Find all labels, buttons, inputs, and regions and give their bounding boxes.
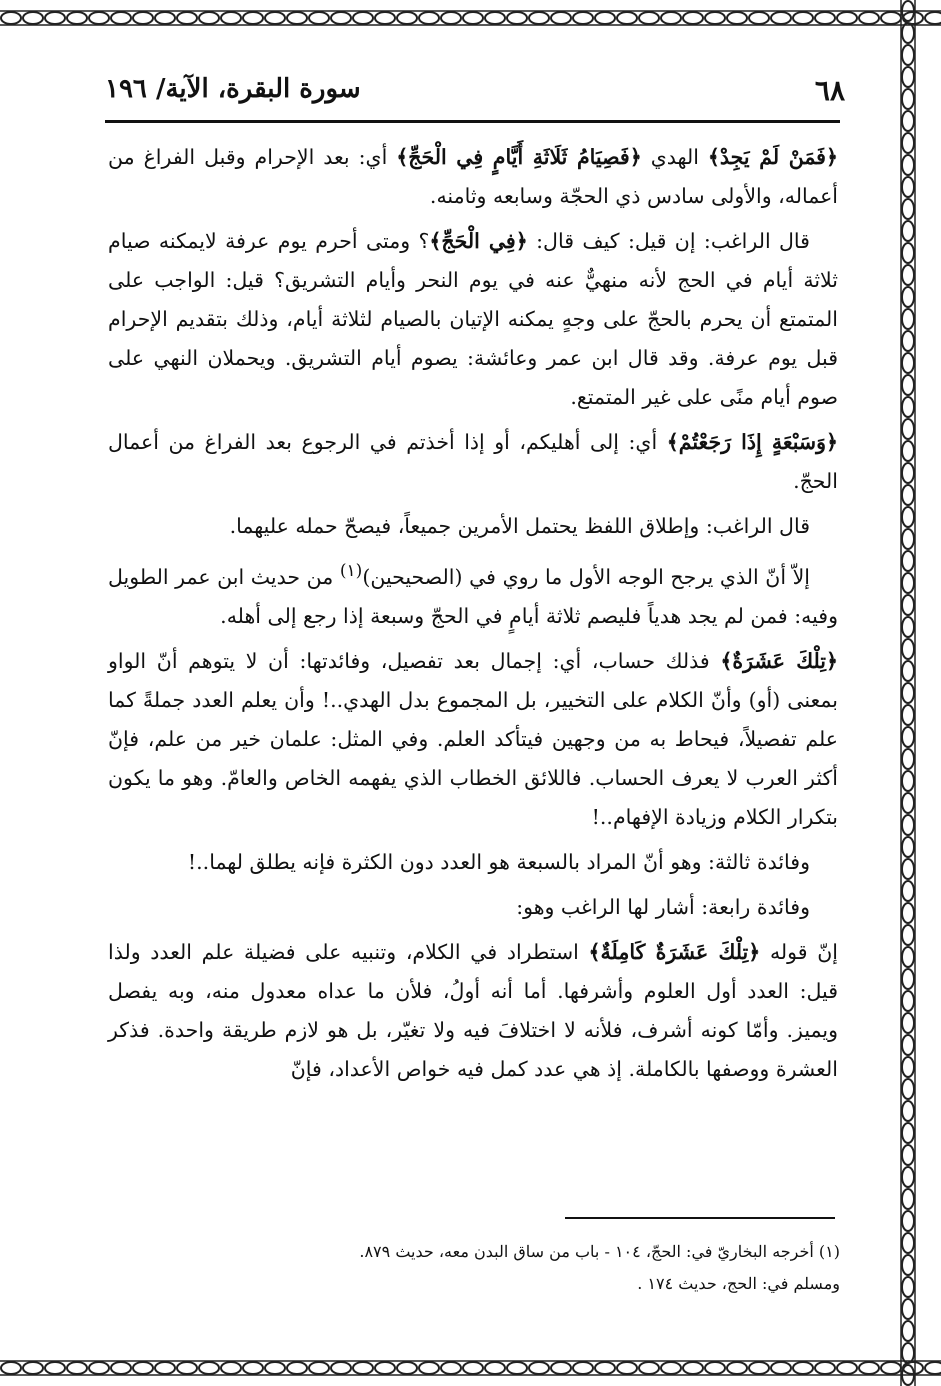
quran-quote: ﴿تِلْكَ عَشَرَةٌ كَامِلَةٌ﴾	[588, 939, 761, 964]
running-title: سورة البقرة، الآية/ ١٩٦	[105, 74, 361, 104]
paragraph-text: فذلك حساب، أي: إجمال بعد تفصيل، وفائدتها: أن لا يتوهم أنّ الواو بمعنى (أو) وأنّ الكلام على التخيير، بل المجموع بدل الهدي..! وأن يعلم العدد جملةً كما علم تفصيلاً، فيحاط به من وجهين فيتأكد العلم. وفي المثل: علمان خير من علم، فإنّ أكثر العرب لا يعرف الحساب. فاللائق الخطاب الذي يفهمه الخاص والعامّ. وهو ما يكون بتكرار الكلام وزيادة الإفهام..!	[108, 648, 838, 829]
paragraph-text: أي: بعد الإحرام وقبل الفراغ من أعماله، والأولى سادس ذي الحجّة وسابعه وثامنه.	[108, 145, 838, 208]
quran-quote: ﴿وَسَبْعَةٍ إِذَا رَجَعْتُمْ﴾	[666, 430, 838, 454]
paragraph	[108, 507, 838, 546]
footnotes	[160, 1236, 840, 1300]
paragraph-text: قال الراغب: إن قيل: كيف قال:	[527, 229, 810, 253]
header-divider	[105, 120, 840, 123]
paragraph	[108, 552, 838, 636]
footnote-divider	[565, 1217, 835, 1219]
paragraph	[108, 138, 838, 216]
paragraph	[108, 642, 838, 837]
paragraph	[108, 933, 838, 1089]
paragraph	[108, 423, 838, 501]
footnote: ومسلم في: الحج، حديث ١٧٤ .	[637, 1274, 840, 1293]
page-header	[105, 66, 845, 120]
paragraph-text: من حديث ابن عمر الطويل وفيه: فمن لم يجد هدياً فليصم ثلاثة أيامٍ في الحجّ وسبعة إذا رجع إلى أهله.	[108, 564, 838, 628]
paragraph-text: إنّ قوله	[760, 939, 838, 964]
footnote: (١) أخرجه البخاريّ في: الحجّ، ١٠٤ - باب من ساق البدن معه، حديث ٨٧٩.	[359, 1242, 840, 1261]
quran-quote: ﴿فِي الْحَجِّ﴾	[429, 229, 528, 253]
paragraph-text: استطراد في الكلام، وتنبيه على فضيلة علم العدد ولذا قيل: العدد أول العلوم وأشرفها. أما أنه أولُ، فلأن ما عداه معدول منه، وبه يفصل ويميز. وأمّا كونه أشرف، فلأنه لا اختلافَ فيه ولا تغيّر، بل هو لازم طريقة واحدة. فذكر العشرة ووصفها بالكاملة. إذ هي عدد كمل فيه خواص الأعداد، فإنّ	[108, 939, 838, 1081]
paragraph-text: إلاّ أنّ الذي يرجح الوجه الأول ما روي في (الصحيحين)	[362, 564, 810, 589]
paragraph-text: وفائدة رابعة: أشار لها الراغب وهو:	[516, 894, 810, 919]
quran-quote: ﴿تِلْكَ عَشَرَةٌ﴾	[720, 648, 838, 673]
paragraph	[108, 843, 838, 882]
paragraph-text: أي: إلى أهليكم، أو إذا أخذتم في الرجوع بعد الفراغ من أعمال الحجّ.	[108, 430, 838, 493]
paragraph-text: وفائدة ثالثة: وهو أنّ المراد بالسبعة هو العدد دون الكثرة فإنه يطلق لهما..!	[187, 849, 810, 874]
paragraph-text: ؟ ومتى أحرم يوم عرفة لايمكنه صيام ثلاثة أيام في الحج لأنه منهيٌّ عنه في يوم النحر وأيام التشريق؟ قيل: الواجب على المتمتع أن يحرم بالحجّ على وجهٍ يمكنه الإتيان بالصيام لثلاثة أيام، وذلك بتقديم الإحرام قبل يوم عرفة. وقد قال ابن عمر وعائشة: يصوم أيام التشريق. ويحملان النهي على صوم أيام منًى على غير المتمتع.	[108, 229, 838, 409]
paragraph	[108, 222, 838, 417]
paragraph-text: قال الراغب: وإطلاق اللفظ يحتمل الأمرين جميعاً، فيصحّ حمله عليهما.	[229, 514, 810, 538]
page-number: ٦٨	[814, 74, 845, 107]
quran-quote: ﴿فَصِيَامُ ثَلَاثَةِ أَيَّامٍ فِي الْحَجِّ﴾	[396, 145, 642, 169]
quran-quote: ﴿فَمَنْ لَمْ يَجِدْ﴾	[707, 145, 838, 169]
footnote-marker: (١)	[339, 561, 363, 581]
main-text	[108, 138, 838, 1095]
paragraph-text: الهدي	[641, 145, 708, 169]
paragraph	[108, 888, 838, 927]
